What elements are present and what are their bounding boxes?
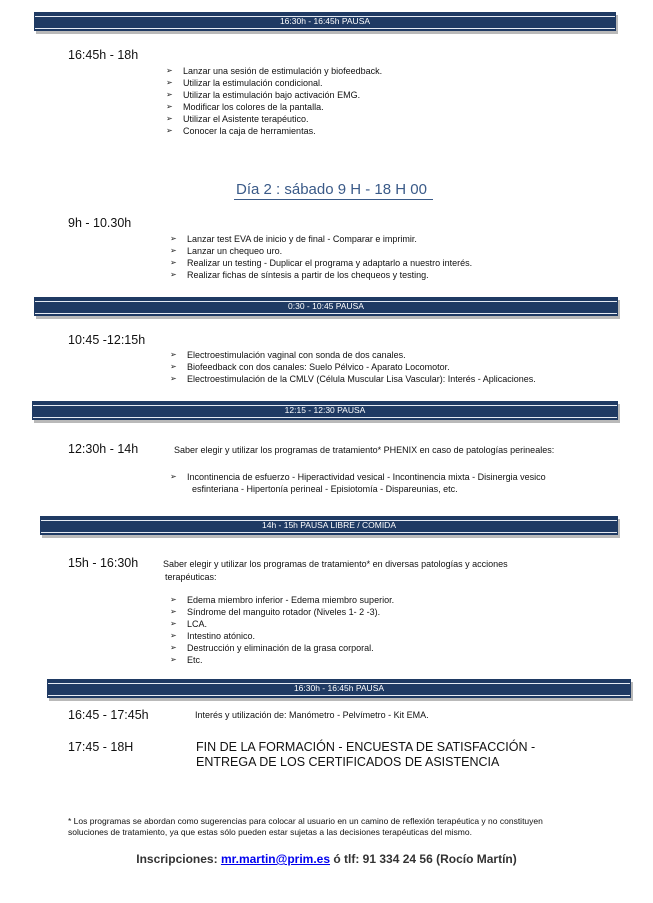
session-intro: Saber elegir y utilizar los programas de tratamiento* PHENIX en caso de patologías perineales: bbox=[174, 445, 555, 455]
list-item: ➢ Destrucción y eliminación de la grasa corporal. bbox=[170, 642, 394, 654]
inscriptions-line bbox=[0, 852, 653, 866]
inscriptions-label: Inscripciones: bbox=[136, 852, 218, 866]
list-item: ➢ Utilizar la estimulación condicional. bbox=[166, 77, 382, 89]
list-item: ➢ Electroestimulación de la CMLV (Célula Muscular Lisa Vascular): Interés - Aplicaciones. bbox=[170, 373, 536, 385]
list-item: ➢ Síndrome del manguito rotador (Niveles 1- 2 -3). bbox=[170, 606, 394, 618]
session-time: 16:45h - 18h bbox=[68, 48, 139, 62]
session-topics bbox=[166, 65, 382, 137]
list-item bbox=[170, 471, 546, 495]
session-time: 10:45 -12:15h bbox=[68, 333, 146, 347]
email-link[interactable]: mr.martin@prim.es bbox=[220, 852, 331, 866]
list-item: ➢ Etc. bbox=[170, 654, 394, 666]
session-intro-line: terapéuticas: bbox=[165, 572, 217, 582]
session-time: 16:45 - 17:45h bbox=[68, 708, 149, 722]
break-bar bbox=[40, 516, 618, 535]
break-label: 12:15 - 12:30 PAUSA bbox=[284, 405, 366, 415]
session-topics bbox=[170, 594, 394, 666]
list-item: ➢ Biofeedback con dos canales: Suelo Pélvico - Aparato Locomotor. bbox=[170, 361, 536, 373]
closing-line: FIN DE LA FORMACIÓN - ENCUESTA DE SATISFACCIÓN - bbox=[196, 740, 536, 754]
footnote bbox=[68, 816, 613, 838]
session-intro bbox=[163, 558, 508, 584]
session-topics bbox=[170, 471, 546, 495]
list-item: ➢ Intestino atónico. bbox=[170, 630, 394, 642]
session-time: 15h - 16:30h bbox=[68, 556, 139, 570]
break-bar bbox=[34, 297, 618, 316]
list-item-line: Incontinencia de esfuerzo - Hiperactividad vesical - Incontinencia mixta - Disinergia vesico bbox=[187, 472, 546, 482]
break-label: 16:30h - 16:45h PAUSA bbox=[279, 16, 371, 26]
session-time: 17:45 - 18H bbox=[68, 740, 134, 754]
list-item: ➢ Realizar un testing - Duplicar el programa y adaptarlo a nuestro interés. bbox=[170, 257, 472, 269]
break-bar bbox=[34, 12, 616, 31]
list-item: ➢ Lanzar una sesión de estimulación y biofeedback. bbox=[166, 65, 382, 77]
list-item: ➢ Lanzar un chequeo uro. bbox=[170, 245, 472, 257]
footnote-line: soluciones de tratamiento, ya que estas sólo pueden estar sujetas a las decisiones terapéuticas del mismo. bbox=[68, 827, 472, 837]
session-time: 9h - 10.30h bbox=[68, 216, 132, 230]
break-bar bbox=[32, 401, 618, 420]
list-item: ➢ Electroestimulación vaginal con sonda de dos canales. bbox=[170, 349, 536, 361]
list-item: ➢ Realizar fichas de síntesis a partir de los chequeos y testing. bbox=[170, 269, 472, 281]
list-item: ➢ Lanzar test EVA de inicio y de final - Comparar e imprimir. bbox=[170, 233, 472, 245]
break-label: 16:30h - 16:45h PAUSA bbox=[293, 683, 385, 693]
list-item: ➢ Modificar los colores de la pantalla. bbox=[166, 101, 382, 113]
list-item: ➢ Edema miembro inferior - Edema miembro superior. bbox=[170, 594, 394, 606]
session-text: Interés y utilización de: Manómetro - Pelvímetro - Kit EMA. bbox=[195, 710, 429, 720]
list-item: ➢ Utilizar el Asistente terapéutico. bbox=[166, 113, 382, 125]
list-item-line: esfinteriana - Hipertonía perineal - Episiotomía - Dispareunias, etc. bbox=[192, 484, 458, 494]
session-time: 12:30h - 14h bbox=[68, 442, 139, 456]
phone-contact: ó tlf: 91 334 24 56 (Rocío Martín) bbox=[333, 852, 517, 866]
session-intro-line: Saber elegir y utilizar los programas de tratamiento* en diversas patologías y acciones bbox=[163, 559, 508, 569]
list-item: ➢ Utilizar la estimulación bajo activación EMG. bbox=[166, 89, 382, 101]
session-topics bbox=[170, 349, 536, 385]
closing-line: ENTREGA DE LOS CERTIFICADOS DE ASISTENCIA bbox=[196, 755, 500, 769]
break-label: 0:30 - 10:45 PAUSA bbox=[288, 301, 364, 311]
closing-text bbox=[196, 740, 535, 770]
list-item: ➢ LCA. bbox=[170, 618, 394, 630]
footnote-line: * Los programas se abordan como sugerencias para colocar al usuario en un camino de reflexión terapéutica y no constituyen bbox=[68, 816, 543, 826]
break-bar bbox=[47, 679, 631, 698]
session-topics bbox=[170, 233, 472, 281]
list-item: ➢ Conocer la caja de herramientas. bbox=[166, 125, 382, 137]
day-title: Día 2 : sábado 9 H - 18 H 00 bbox=[234, 181, 433, 200]
break-label: 14h - 15h PAUSA LIBRE / COMIDA bbox=[261, 520, 396, 530]
